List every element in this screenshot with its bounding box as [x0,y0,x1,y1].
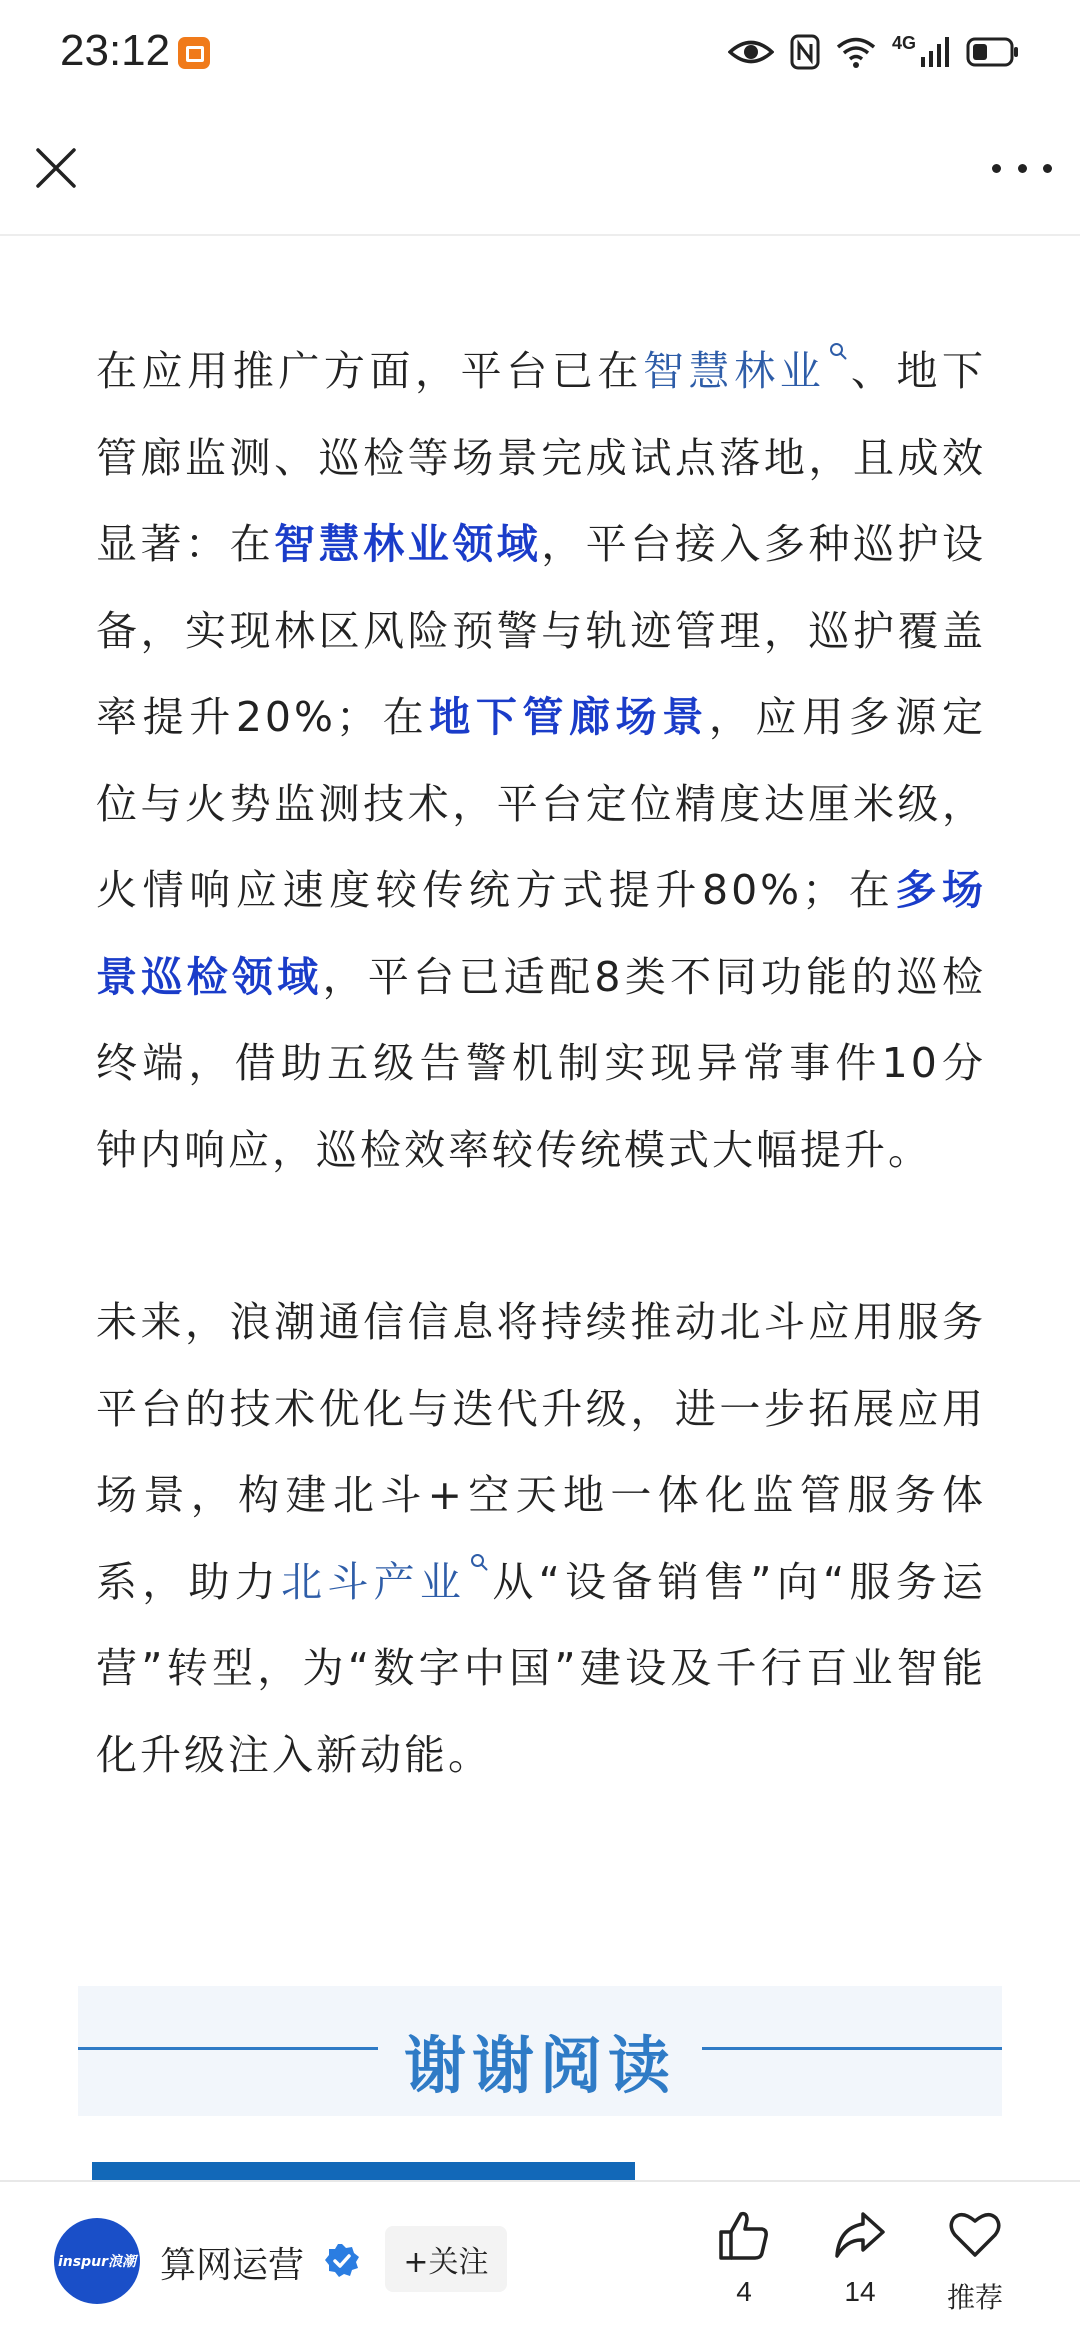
bottom-bar [0,2180,1080,2342]
account-name[interactable]: 算网运营 [160,2245,305,2286]
battery-icon [966,37,1020,67]
status-time: 23:12 [60,26,171,75]
network-type-label: 4G [891,32,916,53]
more-icon [992,164,1001,173]
search-icon [829,342,847,360]
article-paragraph-1: 在应用推广方面，平台已在智慧林业 、地下管廊监测、巡检等场景完成试点落地，且成效显著：在智慧林业领域，平台接入多种巡护设备，实现林区风险预警与轨迹管理，巡护覆盖率提升20%；在地下管廊场景，应用多源定位与火势监测技术，平台定位精度达厘米级，火情响应速度较传统方式提升80%；在多场景巡检领域，平台已适配8类不同功能的巡检终端，借助五级告警机制实现异常事件10分钟内响应，巡检效率较传统模式大幅提升。 [96,328,986,1193]
recommend-label: 推荐 [946,2282,1003,2313]
more-button[interactable] [992,150,1052,186]
share-icon [833,2208,887,2262]
notification-app-icon [178,37,210,69]
avatar[interactable]: inspur浪潮 [54,2218,140,2304]
keyword-link-beidou-industry[interactable]: 北斗产业 [281,1558,490,1606]
highlight-text: 多场景巡检领域 [96,866,986,1001]
eye-icon [728,37,774,67]
status-bar [0,0,1080,104]
highlight-text: 智慧林业领域 [274,520,542,568]
like-button[interactable] [699,2208,789,2308]
close-button[interactable] [28,140,84,196]
follow-button[interactable]: +关注 [385,2226,507,2292]
status-icons [728,30,1020,74]
share-button[interactable] [815,2208,905,2308]
close-icon [28,140,84,196]
highlight-text: 地下管廊场景 [429,693,709,741]
thumbs-up-icon [717,2208,771,2262]
article-body [96,328,986,1798]
heart-icon [948,2208,1002,2262]
article-paragraph-2: 未来，浪潮通信信息将持续推动北斗应用服务平台的技术优化与迭代升级，进一步拓展应用场景，构建北斗+空天地一体化监管服务体系，助力北斗产业 从“设备销售”向“服务运营”转型，为“数字中国”建设及千行百业智能化升级注入新动能。 [96,1298,987,1779]
image-strip [92,2162,635,2180]
verified-badge-icon [323,2242,361,2280]
top-nav [0,104,1080,236]
signal-icon [920,37,950,67]
thanks-title: 谢谢阅读 [403,2029,676,2102]
recommend-button[interactable] [930,2208,1020,2316]
nfc-icon [790,34,820,70]
thanks-banner [78,1986,1002,2116]
keyword-link-smart-forestry[interactable]: 智慧林业 [643,347,849,395]
wifi-icon [836,36,876,68]
like-count: 4 [736,2276,752,2307]
share-count: 14 [844,2276,876,2307]
search-icon [470,1553,488,1571]
